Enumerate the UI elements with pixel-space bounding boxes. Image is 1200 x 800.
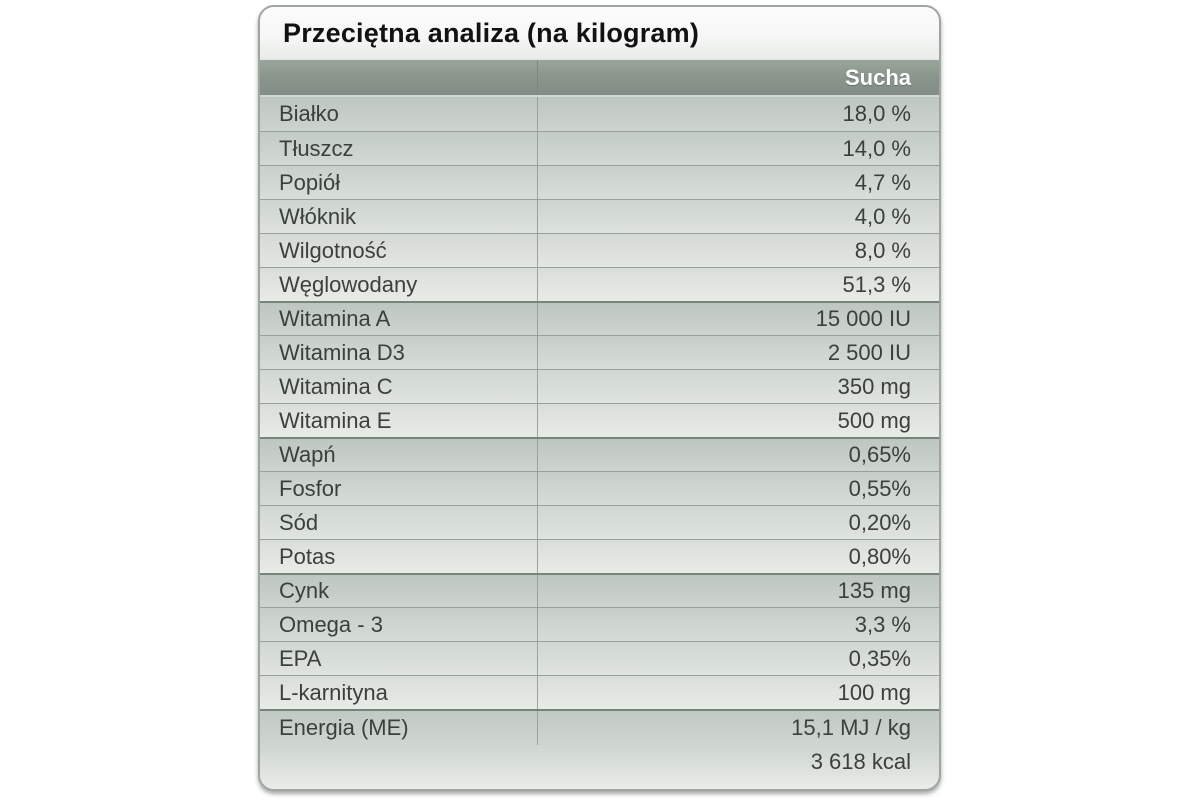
table-row — [260, 335, 939, 369]
table-row — [260, 675, 939, 709]
row-value: 500 mg — [537, 404, 939, 437]
row-label: Witamina A — [279, 306, 391, 331]
row-value: 0,35% — [537, 642, 939, 675]
table-row — [260, 641, 939, 675]
row-label: Wapń — [279, 442, 336, 467]
table-row — [260, 539, 939, 573]
table-row — [260, 97, 939, 131]
table-row — [260, 505, 939, 539]
row-value: 0,65% — [537, 439, 939, 471]
row-label: Fosfor — [279, 475, 342, 501]
table-row — [260, 437, 939, 471]
energy-summary-block — [260, 709, 939, 789]
row-label: Wilgotność — [279, 237, 387, 263]
row-value: 51,3 % — [537, 268, 939, 301]
table-row — [260, 573, 939, 607]
row-value: 3,3 % — [537, 608, 939, 641]
table-row — [260, 607, 939, 641]
row-label: EPA — [279, 645, 322, 671]
table-row — [260, 267, 939, 301]
row-label: Popiół — [279, 169, 341, 195]
nutrition-table-card — [258, 5, 941, 791]
row-label: Tłuszcz — [279, 135, 354, 161]
row-label: L-karnityna — [279, 679, 388, 705]
row-label: Cynk — [279, 578, 330, 603]
row-value: 18,0 % — [537, 97, 939, 131]
row-label: Potas — [279, 543, 336, 569]
row-value: 2 500 IU — [537, 336, 939, 369]
row-label: Sód — [279, 509, 319, 535]
row-value: 0,55% — [537, 472, 939, 505]
row-value: 4,0 % — [537, 200, 939, 233]
row-label: Energia (ME) — [279, 715, 409, 740]
table-row — [260, 471, 939, 505]
table-row — [260, 199, 939, 233]
row-value: 15,1 MJ / kg — [537, 711, 939, 745]
row-value: 0,80% — [537, 540, 939, 573]
row-label: Witamina C — [279, 373, 393, 399]
header-cell-empty — [260, 60, 537, 95]
row-label: Białko — [279, 101, 339, 126]
table-title-bar — [260, 7, 939, 60]
row-label: Witamina E — [279, 407, 392, 433]
row-value-kcal: 3 618 kcal — [810, 749, 911, 774]
table-title: Przeciętna analiza (na kilogram) — [283, 17, 700, 48]
row-label: Witamina D3 — [279, 339, 405, 365]
row-value: 8,0 % — [537, 234, 939, 267]
table-row — [260, 301, 939, 335]
row-label: Omega - 3 — [279, 611, 383, 637]
table-row — [260, 131, 939, 165]
table-row — [260, 403, 939, 437]
row-value: 0,20% — [537, 506, 939, 539]
table-row — [260, 745, 939, 779]
table-row — [260, 165, 939, 199]
row-value: 100 mg — [537, 676, 939, 709]
table-row — [260, 711, 939, 745]
row-value: 135 mg — [537, 575, 939, 607]
row-label: Węglowodany — [279, 271, 418, 297]
table-body — [260, 97, 939, 789]
table-row — [260, 369, 939, 403]
row-label — [260, 745, 537, 779]
table-row — [260, 233, 939, 267]
row-value: 350 mg — [537, 370, 939, 403]
row-value: 14,0 % — [537, 132, 939, 165]
row-label: Włóknik — [279, 203, 357, 229]
header-cell-sucha: Sucha — [537, 60, 939, 95]
row-value: 15 000 IU — [537, 303, 939, 335]
table-header-row — [260, 60, 939, 97]
row-value: 4,7 % — [537, 166, 939, 199]
